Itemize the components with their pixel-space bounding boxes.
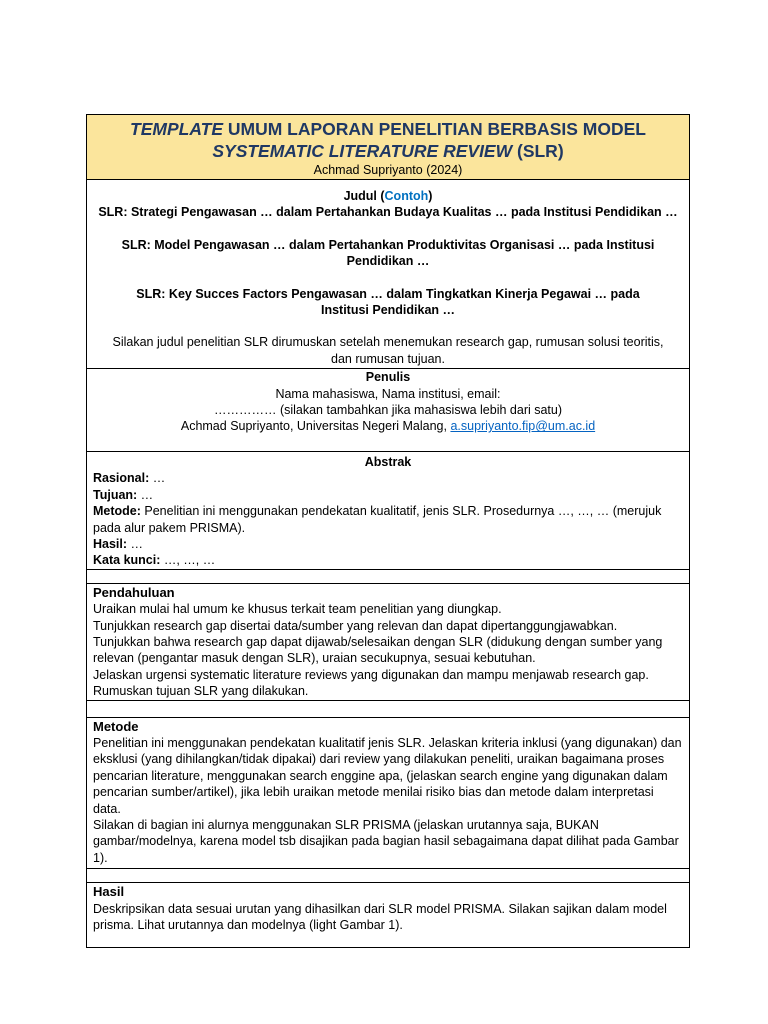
pendahuluan-heading: Pendahuluan	[93, 584, 175, 600]
judul-example-2: SLR: Model Pengawasan … dalam Pertahankan Produktivitas Organisasi … pada Institusi Pendidikan …	[121, 237, 655, 269]
title-italic-1: TEMPLATE	[130, 119, 224, 139]
penulis-line-3-text: Achmad Supriyanto, Universitas Negeri Malang,	[180, 419, 451, 434]
judul-note: Silakan judul penelitian SLR dirumuskan setelah menemukan research gap, rumusan solusi teoritis, dan rumusan tujuan.	[112, 335, 664, 366]
spacer-cell	[87, 869, 690, 883]
author-email-link[interactable]: a.supriyanto.fip@um.ac.id	[450, 419, 596, 434]
hasil-label: Hasil:	[93, 536, 128, 551]
hasil-cell	[87, 883, 690, 948]
judul-heading-text: Judul (	[343, 189, 385, 203]
judul-example-1: SLR: Strategi Pengawasan … dalam Pertahankan Budaya Kualitas … pada Institusi Pendidikan …	[98, 205, 678, 220]
kata-kunci-value: …, …, …	[160, 553, 216, 568]
judul-cell	[87, 180, 690, 369]
metode-value: Penelitian ini menggunakan pendekatan kualitatif, jenis SLR. Prosedurnya …, …, … (merujuk pada alur pakem PRISMA).	[93, 504, 662, 535]
template-author: Achmad Supriyanto (2024)	[313, 163, 463, 177]
judul-example-3: SLR: Key Succes Factors Pengawasan … dalam Tingkatkan Kinerja Pegawai … pada Institusi Pendidikan …	[136, 286, 640, 318]
pendahuluan-paragraph: Tunjukkan bahwa research gap dapat dijawab/selesaikan dengan SLR (didukung dengan sumber yang relevan (pengantar masuk dengan SLR), uraian secukupnya, sesuai kebutuhan.	[93, 634, 663, 666]
penulis-cell	[87, 369, 690, 452]
pendahuluan-row	[87, 583, 690, 700]
spacer-row	[87, 869, 690, 883]
kata-kunci-label: Kata kunci:	[93, 553, 161, 568]
metode-cell	[87, 717, 690, 869]
title-line-1	[93, 118, 683, 140]
rasional-value: …	[149, 471, 166, 486]
hasil-heading: Hasil	[93, 884, 125, 900]
tujuan-value: …	[137, 487, 154, 502]
title-cell	[87, 115, 690, 180]
abstrak-row	[87, 451, 690, 569]
metode-heading: Metode	[93, 718, 139, 734]
template-document	[86, 114, 690, 948]
penulis-row	[87, 369, 690, 452]
metode-paragraph: Penelitian ini menggunakan pendekatan kualitatif jenis SLR. Jelaskan kriteria inklusi (yang digunakan) dan eksklusi (yang dihilangkan/tidak dipakai) dari review yang dilakukan peneliti, uraikan bagaimana proses pencarian literature, menggunakan search enggine apa, (jelaskan search engine yang digunakan dalam pencarian sumber/artikel), jika lebih uraikan metode menilai risiko bias dan metode dalam interpretasi data.	[93, 735, 682, 816]
spacer-cell	[87, 700, 690, 717]
spacer-row	[87, 569, 690, 583]
contoh-link[interactable]: Contoh	[384, 189, 429, 203]
hasil-value: …	[127, 536, 144, 551]
judul-heading-close: )	[428, 189, 433, 203]
pendahuluan-cell	[87, 583, 690, 700]
abstrak-heading: Abstrak	[364, 454, 412, 469]
abstrak-kata-kunci	[93, 552, 683, 568]
abstrak-metode	[93, 503, 683, 536]
title-line-2	[93, 140, 683, 162]
pendahuluan-paragraph: Jelaskan urgensi systematic literature reviews yang digunakan dan mampu menjawab research gap.	[93, 667, 649, 682]
rasional-label: Rasional:	[93, 471, 150, 486]
hasil-row	[87, 883, 690, 948]
judul-row	[87, 180, 690, 369]
metode-label: Metode:	[93, 504, 141, 519]
title-row	[87, 115, 690, 180]
metode-row	[87, 717, 690, 869]
pendahuluan-paragraph: Uraikan mulai hal umum ke khusus terkait team penelitian yang diungkap.	[93, 602, 502, 617]
judul-heading	[93, 188, 683, 204]
abstrak-hasil	[93, 536, 683, 552]
spacer-row	[87, 700, 690, 717]
penulis-line-2: …………… (silakan tambahkan jika mahasiswa lebih dari satu)	[213, 403, 563, 418]
spacer-cell	[87, 569, 690, 583]
pendahuluan-paragraph: Tunjukkan research gap disertai data/sumber yang relevan dan dapat dipertanggungjawabkan.	[93, 618, 618, 633]
penulis-heading: Penulis	[365, 370, 411, 385]
title-italic-2: SYSTEMATIC LITERATURE REVIEW	[212, 141, 513, 161]
penulis-line-1: Nama mahasiswa, Nama institusi, email:	[275, 386, 501, 401]
pendahuluan-paragraph: Rumuskan tujuan SLR yang dilakukan.	[93, 684, 309, 699]
abstrak-cell	[87, 451, 690, 569]
tujuan-label: Tujuan:	[93, 487, 138, 502]
hasil-paragraph: Deskripsikan data sesuai urutan yang dihasilkan dari SLR model PRISMA. Silakan sajikan dalam model prisma. Lihat urutannya dan modelnya (light Gambar 1).	[93, 901, 667, 933]
template-table	[86, 114, 690, 948]
title-rest-1: UMUM LAPORAN PENELITIAN BERBASIS MODEL	[223, 119, 646, 139]
title-rest-2: (SLR)	[512, 141, 564, 161]
abstrak-rasional	[93, 470, 683, 486]
metode-paragraph: Silakan di bagian ini alurnya menggunakan SLR PRISMA (jelaskan urutannya saja, BUKAN gambar/modelnya, karena model tsb disajikan pada bagian hasil sebagaimana dapat dilihat pada Gambar 1).	[93, 818, 679, 865]
abstrak-tujuan	[93, 487, 683, 503]
penulis-line-3	[93, 418, 683, 434]
